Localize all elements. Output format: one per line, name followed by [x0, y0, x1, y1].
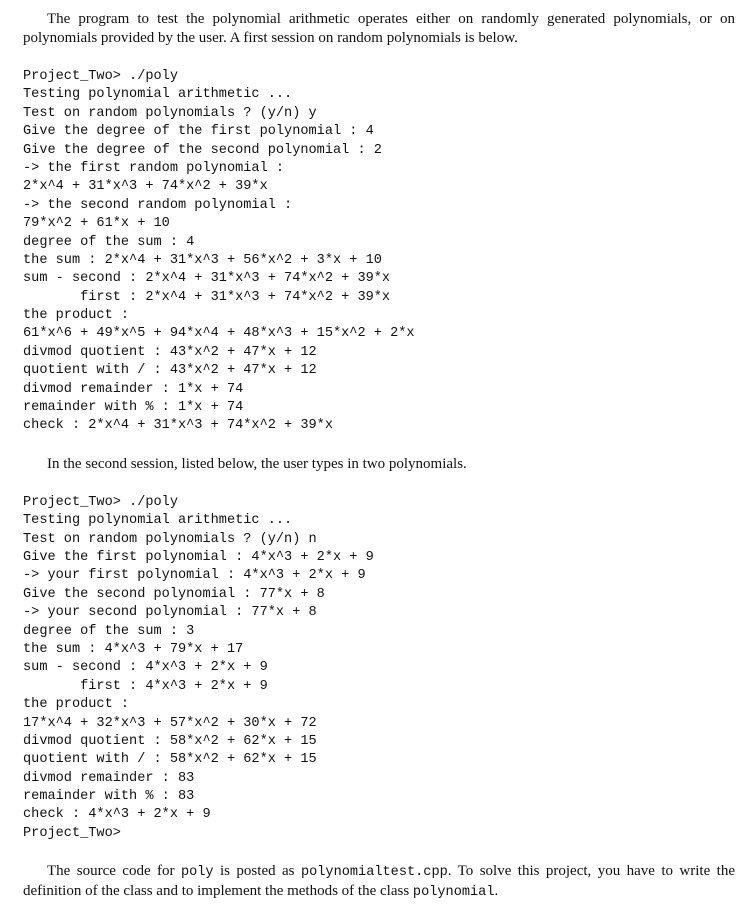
closing-text-1: The source code for [47, 863, 181, 880]
session2-line: first : 4*x^3 + 2*x + 9 [23, 678, 268, 694]
session2-line: divmod quotient : 58*x^2 + 62*x + 15 [23, 733, 317, 749]
session1-line: remainder with % : 1*x + 74 [23, 400, 244, 416]
closing-code-filename: polynomialtest.cpp [300, 865, 448, 881]
session2-line: check : 4*x^3 + 2*x + 9 [23, 807, 211, 823]
session1-line: 2*x^4 + 31*x^3 + 74*x^2 + 39*x [23, 179, 268, 195]
session2-line: Project_Two> ./poly [23, 494, 178, 510]
closing-text-3: . To solve this project, you have to write the definition of the class and to implement the methods of the class [23, 863, 735, 900]
document-page [23, 10, 735, 902]
session2-line: quotient with / : 58*x^2 + 62*x + 15 [23, 752, 317, 768]
session1-line: 61*x^6 + 49*x^5 + 94*x^4 + 48*x^3 + 15*x^2 + 2*x [23, 326, 415, 342]
session1-line: degree of the sum : 4 [23, 234, 195, 250]
session2-line: remainder with % : 83 [23, 789, 195, 805]
session1-line: Testing polynomial arithmetic ... [23, 87, 293, 103]
session2-line: Give the second polynomial : 77*x + 8 [23, 586, 325, 602]
session1-line: first : 2*x^4 + 31*x^3 + 74*x^2 + 39*x [23, 289, 391, 305]
session2-line: Project_Two> [23, 825, 121, 841]
session1-line: Give the degree of the first polynomial : 4 [23, 124, 374, 140]
closing-code-poly: poly [180, 865, 214, 881]
session1-line: Test on random polynomials ? (y/n) y [23, 105, 317, 121]
session2-line: the sum : 4*x^3 + 79*x + 17 [23, 641, 244, 657]
second-session-paragraph: In the second session, listed below, the user types in two polynomials. [47, 455, 467, 472]
session1-line: -> the second random polynomial : [23, 197, 293, 213]
closing-paragraph [23, 862, 735, 902]
closing-text-2: is posted as [213, 863, 301, 880]
session1-line: the product : [23, 308, 130, 324]
session1-line: the sum : 2*x^4 + 31*x^3 + 56*x^2 + 3*x + 10 [23, 252, 382, 268]
session2-line: degree of the sum : 3 [23, 623, 195, 639]
closing-text-4: . [494, 883, 499, 900]
session2-line: 17*x^4 + 32*x^3 + 57*x^2 + 30*x + 72 [23, 715, 317, 731]
session2-line: Testing polynomial arithmetic ... [23, 513, 293, 529]
session1-line: divmod remainder : 1*x + 74 [23, 381, 244, 397]
session1-transcript [23, 68, 735, 436]
session2-line: Test on random polynomials ? (y/n) n [23, 531, 317, 547]
session2-line: sum - second : 4*x^3 + 2*x + 9 [23, 660, 268, 676]
closing-code-class: polynomial [412, 885, 495, 901]
session2-line: -> your second polynomial : 77*x + 8 [23, 605, 317, 621]
session2-line: -> your first polynomial : 4*x^3 + 2*x + 9 [23, 568, 366, 584]
session1-line: sum - second : 2*x^4 + 31*x^3 + 74*x^2 + 39*x [23, 271, 391, 287]
session1-line: divmod quotient : 43*x^2 + 47*x + 12 [23, 344, 317, 360]
session1-line: 79*x^2 + 61*x + 10 [23, 216, 170, 232]
session2-line: divmod remainder : 83 [23, 770, 195, 786]
session2-line: the product : [23, 697, 130, 713]
session2-line: Give the first polynomial : 4*x^3 + 2*x + 9 [23, 549, 374, 565]
session1-line: check : 2*x^4 + 31*x^3 + 74*x^2 + 39*x [23, 418, 333, 434]
session2-transcript [23, 494, 735, 843]
intro-paragraph: The program to test the polynomial arithmetic operates either on randomly generated polynomials, or on polynomials provided by the user. A first session on random polynomials is below. [23, 11, 735, 46]
session1-line: -> the first random polynomial : [23, 160, 285, 176]
session1-line: Give the degree of the second polynomial : 2 [23, 142, 382, 158]
session1-line: quotient with / : 43*x^2 + 47*x + 12 [23, 363, 317, 379]
session1-line: Project_Two> ./poly [23, 69, 178, 84]
